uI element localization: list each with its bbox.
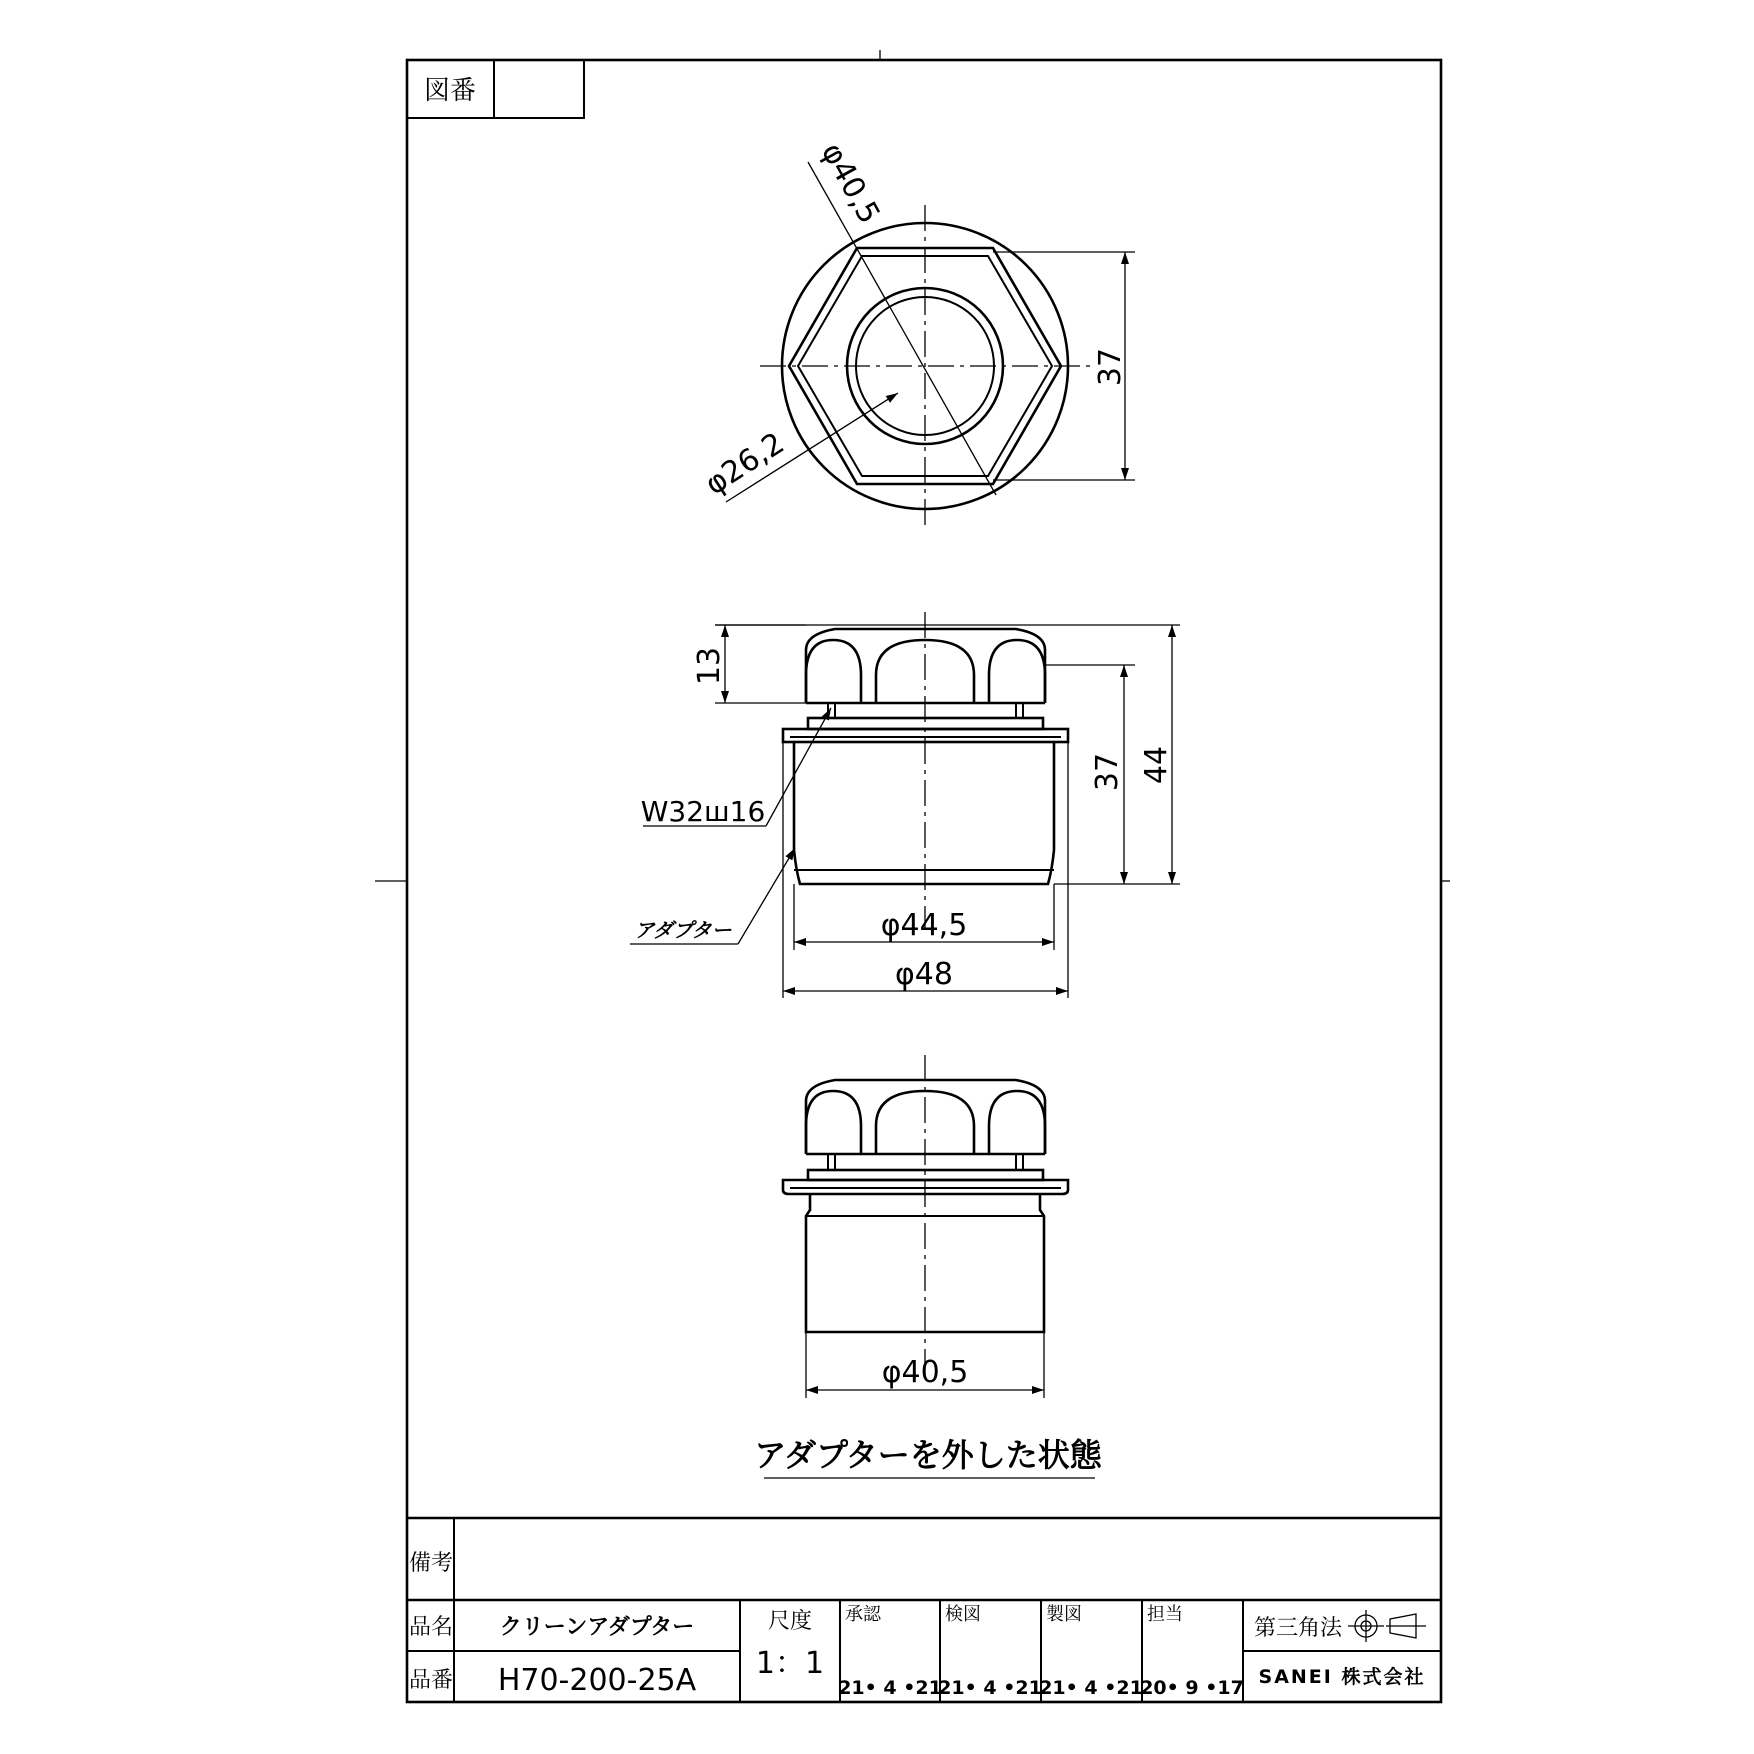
product-number-label: 品番 [408, 1668, 454, 1693]
product-name-label: 品名 [408, 1615, 454, 1640]
top-outer-diameter: φ40,5 [814, 137, 887, 230]
in-charge-label: 担当 [1147, 1604, 1183, 1625]
check-date: 21• 4 •21 [938, 1677, 1042, 1699]
projection-label: 第三角法 [1254, 1616, 1343, 1641]
scale-value: 1：1 [755, 1646, 825, 1681]
top-view [699, 137, 1135, 528]
front-diameter-48: φ48 [895, 957, 953, 992]
top-inner-diameter: φ26,2 [698, 425, 791, 503]
front-diameter-44-5: φ44,5 [880, 908, 968, 943]
in-charge-date: 20• 9 •17 [1140, 1677, 1244, 1699]
adapter-callout: アダプター [634, 918, 732, 942]
top-hex-dimension: 37 [1093, 347, 1128, 387]
remarks-label: 備考 [408, 1551, 454, 1576]
product-number-value: H70-200-25A [497, 1663, 697, 1698]
front-view [630, 612, 1180, 998]
approval-date: 21• 4 •21 [838, 1677, 942, 1699]
bottom-view [754, 1055, 1103, 1478]
approval-label: 承認 [845, 1604, 881, 1625]
drawing-number-label: 図番 [423, 76, 477, 106]
company-name: SANEI 株式会社 [1258, 1666, 1426, 1688]
third-angle-projection-icon [1348, 1610, 1426, 1642]
drafting-date: 21• 4 •21 [1039, 1677, 1143, 1699]
thread-callout: W32ш16 [640, 795, 766, 828]
title-block [407, 1518, 1441, 1702]
drawing-number-box [407, 60, 584, 118]
check-label: 検図 [945, 1604, 981, 1625]
bottom-diameter-40-5: φ40,5 [881, 1355, 969, 1390]
drafting-label: 製図 [1046, 1604, 1082, 1625]
product-name-value: クリーンアダプター [499, 1615, 695, 1640]
scale-label: 尺度 [767, 1609, 813, 1634]
front-hex-dimension: 37 [1090, 752, 1125, 792]
front-total-height: 44 [1139, 745, 1174, 785]
bottom-view-caption: アダプターを外した状態 [754, 1436, 1102, 1474]
front-cap-height: 13 [692, 646, 727, 686]
centering-marks [375, 50, 1450, 881]
